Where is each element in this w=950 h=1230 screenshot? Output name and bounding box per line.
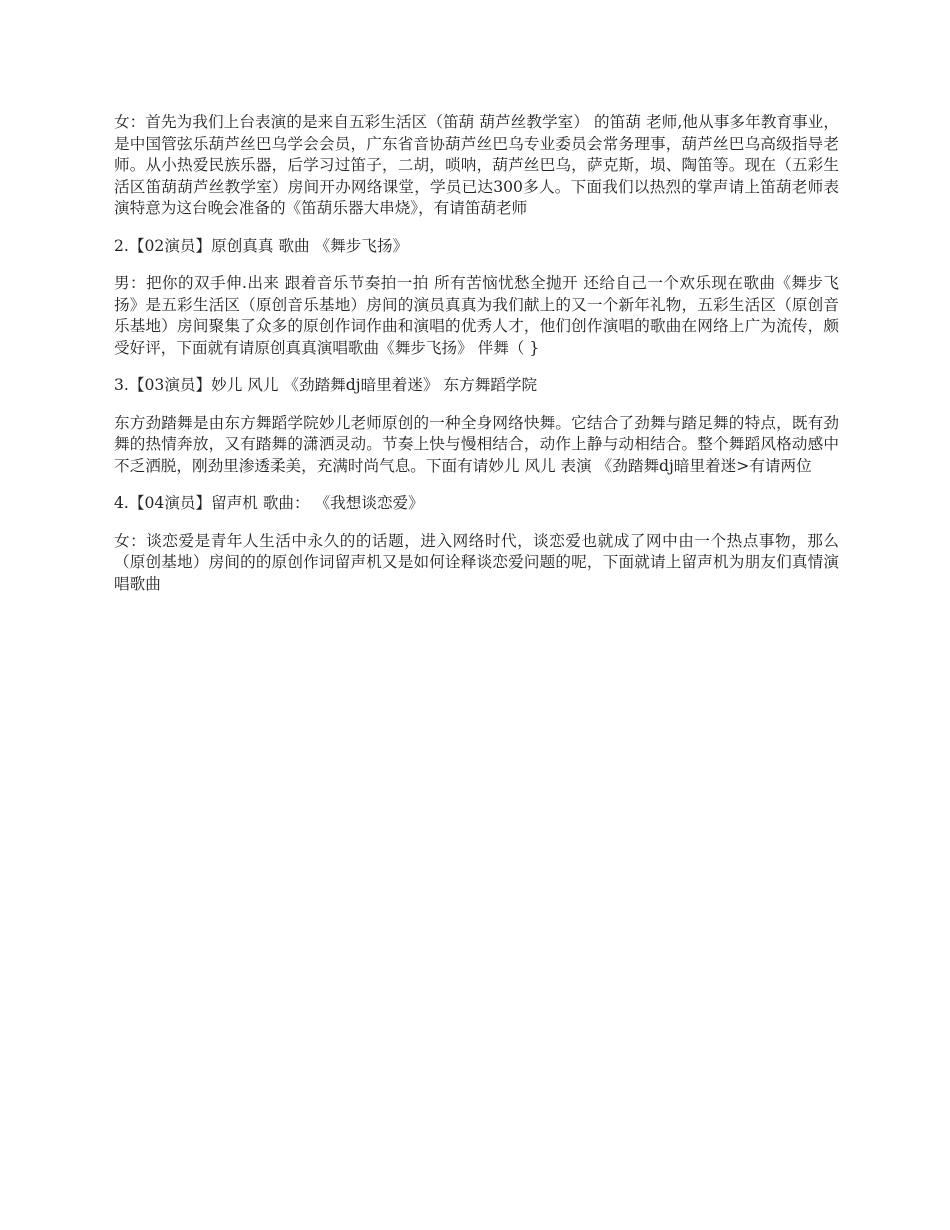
intro-paragraph-4: 女：谈恋爱是青年人生活中永久的的话题，进入网络时代，谈恋爱也就成了网中由一个热点事物，那么（原创基地）房间的的原创作词留声机又是如何诠释谈恋爱问题的呢，下面就请上留声机为朋友们真情演唱歌曲	[114, 531, 839, 593]
section-heading-4: 4.【04演员】留声机 歌曲： 《我想谈恋爱》	[114, 494, 424, 512]
section-heading-2: 2.【02演员】原创真真 歌曲 《舞步飞扬》	[114, 236, 409, 255]
section-heading-3: 3.【03演员】妙儿 风儿 《劲踏舞dj暗里着迷》 东方舞蹈学院	[114, 376, 538, 394]
intro-paragraph-3: 东方劲踏舞是由东方舞蹈学院妙儿老师原创的一种全身网络快舞。它结合了劲舞与踏足舞的特点，既有劲舞的热情奔放，又有踏舞的潇洒灵动。节奏上快与慢相结合，动作上静与动相结合。整个舞蹈风格动感中不乏洒脱，刚劲里渗透柔美，充满时尚气息。下面有请妙儿 风儿 表演 《劲踏舞dj暗里着迷>有请两位	[114, 413, 839, 475]
intro-paragraph-2: 男：把你的双手伸.出来 跟着音乐节奏拍一拍 所有苦恼忧愁全抛开 还给自己一个欢乐现在歌曲《舞步飞扬》是五彩生活区（原创音乐基地）房间的演员真真为我们献上的又一个新年礼物，五彩生活区（原创音乐基地）房间聚集了众多的原创作词作曲和演唱的优秀人才，他们创作演唱的歌曲在网络上广为流传，颇受好评，下面就有请原创真真演唱歌曲《舞步飞扬》 伴舞（ }	[114, 274, 839, 357]
document-body	[114, 112, 839, 611]
intro-paragraph-1: 女：首先为我们上台表演的是来自五彩生活区（笛葫 葫芦丝教学室） 的笛葫 老师,他从事多年教育事业，是中国管弦乐葫芦丝巴乌学会会员，广东省音协葫芦丝巴乌专业委员会常务理事，葫芦丝巴乌高级指导老师。从小热爱民族乐器，后学习过笛子，二胡，唢呐，葫芦丝巴乌，萨克斯，埙、陶笛等。现在（五彩生活区笛葫葫芦丝教学室）房间开办网络课堂，学员已达300多人。下面我们以热烈的掌声请上笛葫老师表演特意为这台晚会准备的《笛葫乐器大串烧》，有请笛葫老师	[114, 113, 839, 217]
